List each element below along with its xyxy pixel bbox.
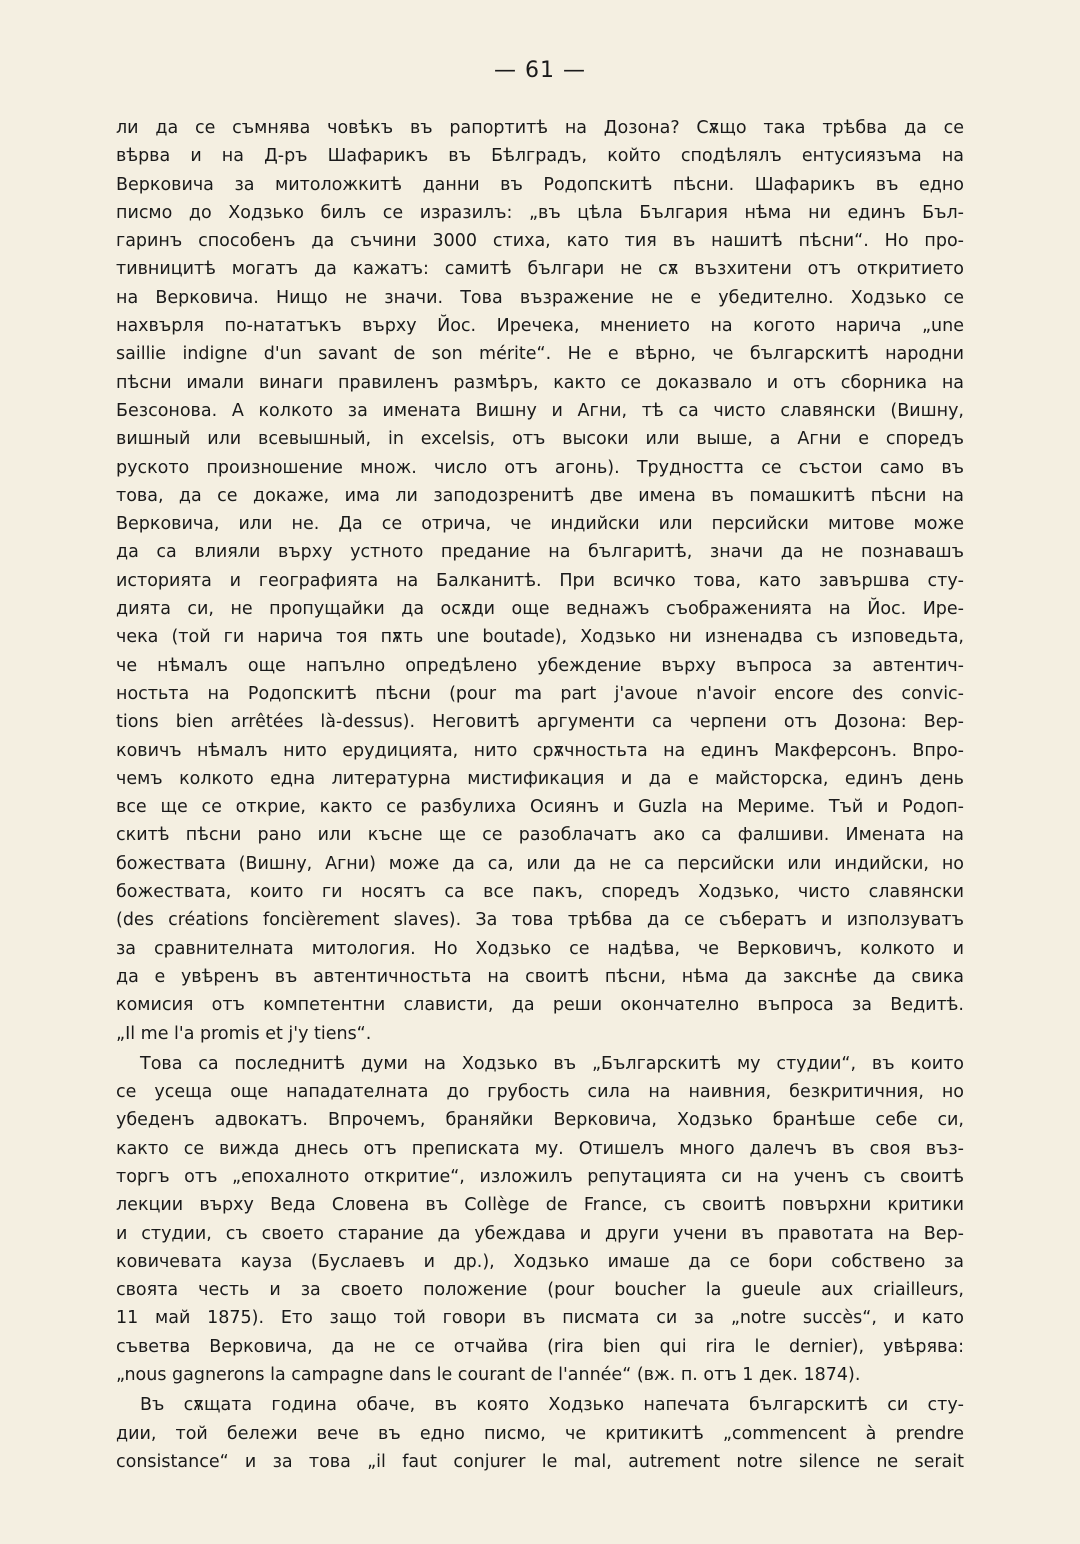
page-number: — 61 — <box>494 58 586 83</box>
text-line: се усеща още нападателната до грубость сила на наивния, безкритичния, но <box>116 1082 964 1103</box>
text-line: дията си, не пропущайки да осѫди още веднажъ съображенията на Йос. Ире- <box>116 599 964 620</box>
text-line: Въ сѫщата година обаче, въ която Ходзько напечата българскитѣ си сту- <box>140 1395 964 1416</box>
text-line: нахвърля по-нататъкъ върху Йос. Иречека, мнението на когото нарича „une <box>116 316 964 337</box>
text-line: писмо до Ходзько билъ се изразилъ: „въ цѣла България нѣма ни единъ Бъл- <box>116 202 964 223</box>
text-line: скитѣ пѣсни рано или късне ще се разоблачатъ ако са фалшиви. Имената на <box>116 825 964 846</box>
text-line: тивницитѣ могатъ да кажатъ: самитѣ българи не сѫ възхитени отъ откритието <box>116 259 964 280</box>
paragraph <box>116 114 964 1048</box>
text-line: божествата, които ги носятъ са все пакъ, споредъ Ходзько, чисто славянски <box>116 882 964 903</box>
text-line: божествата (Вишну, Агни) може да са, или да не са персийски или индийски, но <box>116 853 964 874</box>
text-line: ностьта на Родопскитѣ пѣсни (pour ma part j'avoue n'avoir encore des convic- <box>116 683 964 704</box>
text-line: Верковича за митоложкитѣ данни въ Родопскитѣ пѣсни. Шафарикъ въ едно <box>116 174 964 195</box>
text-line: дии, той бележи вече въ едно писмо, че критикитѣ „commencent à prendre <box>116 1423 964 1444</box>
text-line: комисия отъ компетентни слависти, да реши окончателно въпроса за Ведитѣ. <box>116 995 964 1016</box>
text-line: торгъ отъ „епохалното откритие“, изложилъ репутацията си на ученъ съ своитѣ <box>116 1166 964 1187</box>
text-line: чека (той ги нарича тоя пѫть une boutade), Ходзько ни изненадва съ изповедьта, <box>116 627 964 648</box>
paragraph <box>116 1050 964 1390</box>
text-line: 11 май 1875). Ето защо той говори въ писмата си за „notre succès“, и като <box>116 1308 964 1329</box>
text-line: вишный или всевышный, in excelsis, отъ высоки или выше, а Агни е споредъ <box>116 429 964 450</box>
text-line: Верковича, или не. Да се отрича, че индийски или персийски митове може <box>116 514 964 535</box>
text-line: saillie indigne d'un savant de son mérite“. Не е вѣрно, че българскитѣ народни <box>116 344 964 365</box>
text-line: tions bien arrêtées là-dessus). Неговитѣ аргументи са черпени отъ Дозона: Вер- <box>116 712 964 733</box>
text-line: съветва Верковича, да не се отчайва (rira bien qui rira le dernier), увѣрява: <box>116 1336 964 1357</box>
text-line: да са влияли върху устното предание на българитѣ, значи да не познавашъ <box>116 542 964 563</box>
text-line: Това са последнитѣ думи на Ходзько въ „Българскитѣ му студии“, въ които <box>140 1053 964 1074</box>
text-line: ковичъ нѣмалъ нито ерудицията, нито срѫчностьта на единъ Макферсонъ. Впро- <box>116 740 964 761</box>
text-line: както се вижда днесь отъ преписката му. Отишелъ много далечъ въ своя въз- <box>116 1138 964 1159</box>
text-line: все ще се открие, както се разбулиха Осиянъ и Guzla на Мериме. Тъй и Родоп- <box>116 797 964 818</box>
text-line: „Il me l'a promis et j'y tiens“. <box>116 1023 372 1044</box>
text-line: (des créations foncièrement slaves). За това трѣбва да се събератъ и използуватъ <box>116 910 964 931</box>
text-line: consistance“ и за това „il faut conjurer le mal, autrement notre silence ne serait <box>116 1451 964 1472</box>
text-line: за сравнителната митология. Но Ходзько се надѣва, че Верковичъ, колкото и <box>116 938 964 959</box>
text-line: убеденъ адвокатъ. Впрочемъ, браняйки Верковича, Ходзько бранѣше себе си, <box>116 1110 964 1131</box>
text-line: Безсонова. А колкото за имената Вишну и Агни, тѣ са чисто славянски (Вишну, <box>116 400 964 421</box>
text-line: че нѣмалъ още напълно опредѣлено убеждение върху въпроса за автентич- <box>116 655 964 676</box>
body-text <box>116 114 964 1476</box>
text-line: на Верковича. Нищо не значи. Това възражение не е убедително. Ходзько се <box>116 287 964 308</box>
text-line: чемъ колкото една литературна мистификация и да е майсторска, единъ день <box>116 768 964 789</box>
text-line: вѣрва и на Д-ръ Шафарикъ въ Бѣлградъ, който сподѣлялъ ентусиязъма на <box>116 146 964 167</box>
text-line: руското произношение множ. число отъ агонь). Трудността се състои само въ <box>116 457 964 478</box>
text-line: да е увѣренъ въ автентичностьта на своитѣ пѣсни, нѣма да закснѣе да свика <box>116 966 964 987</box>
text-line: ли да се съмнява човѣкъ въ рапортитѣ на Дозона? Сѫщо така трѣбва да се <box>116 118 964 138</box>
text-line: гаринъ способенъ да съчини 3000 стиха, като тия въ нашитѣ пѣсни“. Но про- <box>116 231 964 252</box>
text-line: и студии, съ своето старание да убеждава и други учени въ правотата на Вер- <box>116 1223 964 1244</box>
text-line: ковичевата кауза (Буслаевъ и др.), Ходзько имаше да се бори собствено за <box>116 1251 964 1272</box>
paragraph <box>116 1391 964 1476</box>
text-line: това, да се докаже, има ли заподозренитѣ две имена въ помашкитѣ пѣсни на <box>116 485 964 506</box>
text-line: лекции върху Веда Словена въ Collège de France, съ своитѣ повърхни критики <box>116 1195 964 1216</box>
text-line: историята и географията на Балканитѣ. При всичко това, като завършва сту- <box>116 570 964 591</box>
text-line: „nous gagnerons la campagne dans le courant de l'année“ (вж. п. отъ 1 дек. 1874). <box>116 1365 861 1386</box>
text-line: своята честь и за своето положение (pour boucher la gueule aux criailleurs, <box>116 1280 964 1301</box>
text-line: пѣсни имали винаги правиленъ размѣръ, както се доказвало и отъ сборника на <box>116 372 964 393</box>
